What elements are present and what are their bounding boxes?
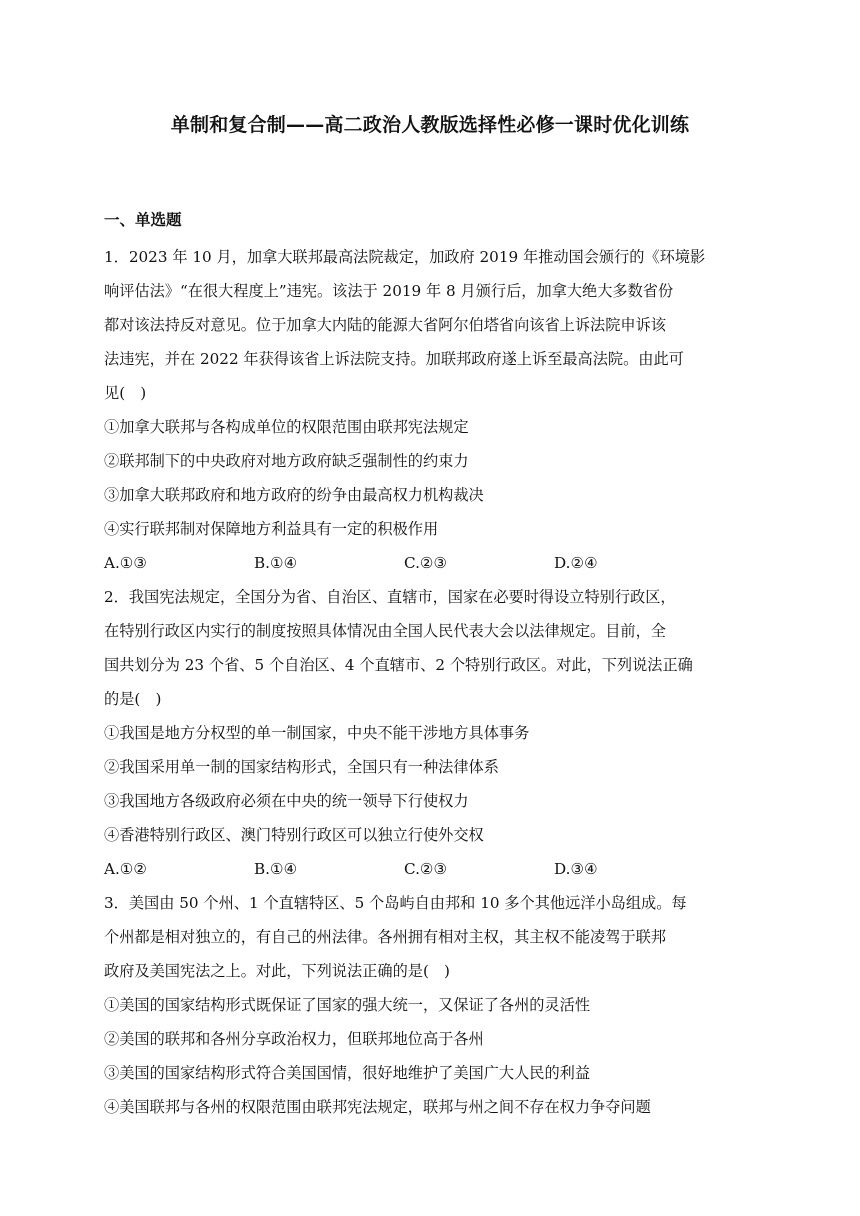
question-stem-line: 2．我国宪法规定，全国分为省、自治区、直辖市，国家在必要时得设立特别行政区， [104, 588, 676, 606]
option-a: A.①③ [104, 554, 148, 572]
statement-item: ①我国是地方分权型的单一制国家，中央不能干涉地方具体事务 [104, 724, 530, 742]
page-title: 单制和复合制——高二政治人教版选择性必修一课时优化训练 [170, 114, 690, 136]
section-heading: 一、单选题 [104, 211, 182, 229]
question-stem-line: 法违宪，并在 2022 年获得该省上诉法院支持。加联邦政府遂上诉至最高法院。由此可 [104, 350, 684, 368]
statement-item: ①美国的国家结构形式既保证了国家的强大统一，又保证了各州的灵活性 [104, 996, 590, 1014]
statement-item: ②美国的联邦和各州分享政治权力，但联邦地位高于各州 [104, 1030, 484, 1048]
question-2 [104, 580, 760, 886]
question-stem-line: 政府及美国宪法之上。对此，下列说法正确的是( ) [104, 962, 450, 980]
option-d: D.②④ [554, 554, 598, 572]
question-stem-line: 3．美国由 50 个州、1 个直辖特区、5 个岛屿自由邦和 10 多个其他远洋小岛组成。每 [104, 894, 687, 912]
statement-item: ③加拿大联邦政府和地方政府的纷争由最高权力机构裁决 [104, 486, 484, 504]
answer-options [104, 852, 760, 886]
question-1 [104, 240, 760, 580]
question-stem-line: 个州都是相对独立的，有自己的州法律。各州拥有相对主权，其主权不能凌驾于联邦 [104, 928, 666, 946]
statement-item: ①加拿大联邦与各构成单位的权限范围由联邦宪法规定 [104, 418, 469, 436]
question-stem-line: 响评估法》“在很大程度上”违宪。该法于 2019 年 8 月颁行后，加拿大绝大多数省份 [104, 282, 674, 300]
question-3 [104, 886, 760, 1124]
statement-item: ②我国采用单一制的国家结构形式，全国只有一种法律体系 [104, 758, 499, 776]
statement-item: ②联邦制下的中央政府对地方政府缺乏强制性的约束力 [104, 452, 469, 470]
question-stem-line: 的是( ) [104, 690, 162, 708]
question-list [104, 240, 760, 1124]
question-stem-line: 都对该法持反对意见。位于加拿大内陆的能源大省阿尔伯塔省向该省上诉法院申诉该 [104, 316, 666, 334]
option-b: B.①④ [254, 554, 298, 572]
question-stem-line: 在特别行政区内实行的制度按照具体情况由全国人民代表大会以法律规定。目前，全 [104, 622, 666, 640]
statement-item: ③美国的国家结构形式符合美国国情，很好地维护了美国广大人民的利益 [104, 1064, 590, 1082]
option-c: C.②③ [404, 554, 448, 572]
option-d: D.③④ [554, 860, 598, 878]
statement-item: ④实行联邦制对保障地方利益具有一定的积极作用 [104, 520, 439, 538]
statement-item: ④香港特别行政区、澳门特别行政区可以独立行使外交权 [104, 826, 484, 844]
statement-item: ④美国联邦与各州的权限范围由联邦宪法规定，联邦与州之间不存在权力争夺问题 [104, 1098, 651, 1116]
option-b: B.①④ [254, 860, 298, 878]
question-stem-line: 1．2023 年 10 月，加拿大联邦最高法院裁定，加政府 2019 年推动国会颁行的《环境影 [104, 248, 706, 266]
answer-options [104, 546, 760, 580]
option-a: A.①② [104, 860, 148, 878]
statement-item: ③我国地方各级政府必须在中央的统一领导下行使权力 [104, 792, 469, 810]
option-c: C.②③ [404, 860, 448, 878]
question-stem-line: 见( ) [104, 384, 147, 402]
question-stem-line: 国共划分为 23 个省、5 个自治区、4 个直辖市、2 个特别行政区。对此，下列说法正确 [104, 656, 693, 674]
